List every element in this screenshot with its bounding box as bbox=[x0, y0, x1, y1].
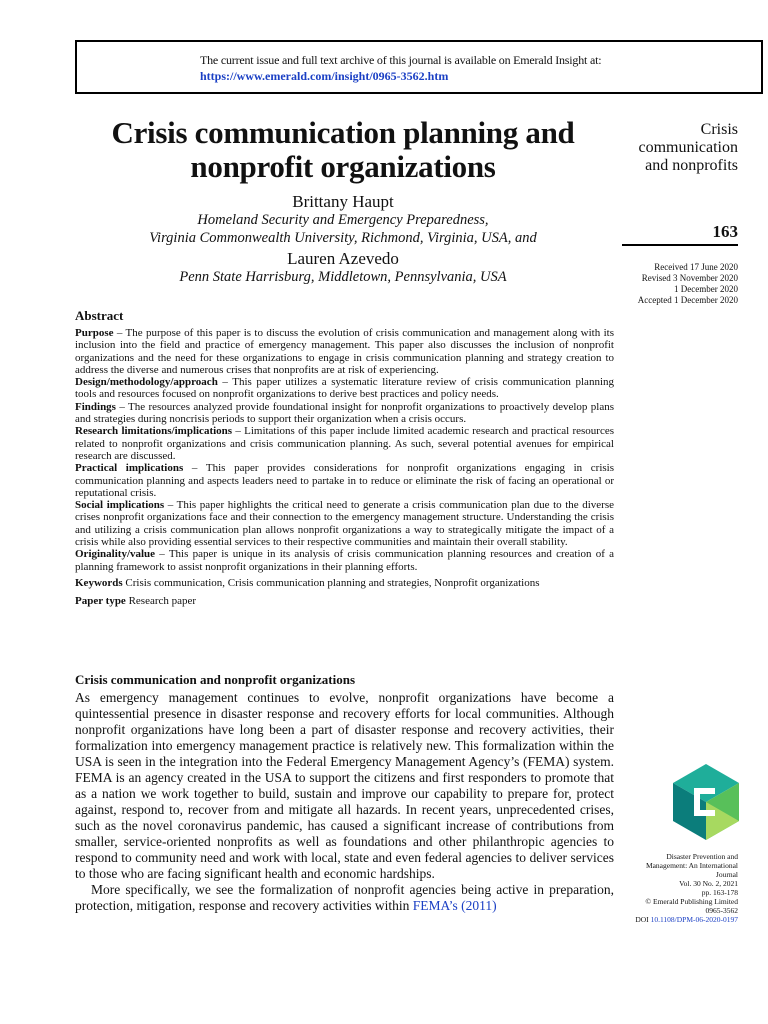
date-line: Revised 3 November 2020 bbox=[641, 273, 738, 283]
abstract-item-label: Practical implications bbox=[75, 462, 184, 475]
section-heading: Crisis communication and nonprofit organizations bbox=[75, 672, 356, 687]
abstract-heading: Abstract bbox=[75, 308, 124, 323]
running-head bbox=[638, 121, 738, 175]
doi-line bbox=[618, 915, 738, 924]
author-affiliation: Virginia Commonwealth University, Richmond, Virginia, USA, and bbox=[149, 230, 537, 246]
keywords-text: Crisis communication, Crisis communication planning and strategies, Nonprofit organizations bbox=[125, 576, 540, 589]
author-affiliation: Penn State Harrisburg, Middletown, Pennsylvania, USA bbox=[179, 269, 507, 285]
abstract-item-text: This paper is unique in its analysis of crisis communication planning resources and creation of a planning framework to assist nonprofit organizations in their planning efforts. bbox=[75, 548, 614, 573]
abstract-item bbox=[75, 499, 614, 548]
abstract-item bbox=[75, 376, 614, 401]
separator: – bbox=[115, 400, 128, 413]
journal-info-line: Journal bbox=[715, 870, 738, 879]
date-line: 1 December 2020 bbox=[674, 284, 738, 294]
separator: – bbox=[155, 548, 169, 561]
journal-info-line: © Emerald Publishing Limited bbox=[645, 897, 738, 906]
abstract-item bbox=[75, 425, 614, 462]
doi-label: DOI bbox=[635, 915, 649, 924]
citation-link[interactable]: FEMA’s (2011) bbox=[412, 898, 497, 913]
abstract-item-text: This paper utilizes a systematic literature review of crisis communication planning tools and resources focused on nonprofit organizations to derive best practices and policy needs. bbox=[75, 376, 614, 401]
abstract-item-text: This paper provides considerations for nonprofit organizations engaging in crisis communication planning and aspects leaders need to partake in to reduce or eliminate the risk of facing an operational or reputational crisis. bbox=[75, 462, 615, 499]
journal-url-link[interactable]: https://www.emerald.com/insight/0965-3562.htm bbox=[200, 69, 449, 83]
journal-info-line: 0965-3562 bbox=[705, 906, 738, 915]
abstract-item-label: Research limitations/implications bbox=[75, 425, 233, 438]
abstract-item bbox=[75, 401, 614, 426]
running-head-line: communication bbox=[638, 139, 738, 156]
journal-info-line: Management: An International bbox=[645, 861, 738, 870]
abstract bbox=[75, 308, 614, 609]
doi-link[interactable]: 10.1108/DPM-06-2020-0197 bbox=[650, 915, 738, 924]
abstract-item-text: Limitations of this paper include limited academic research and practical resources related to nonprofit organizations and crisis communication planning. As such, several potential avenues for empirical research are discussed. bbox=[75, 425, 614, 462]
journal-info-line: Disaster Prevention and bbox=[666, 852, 738, 861]
emerald-publishing-logo-icon bbox=[673, 764, 739, 840]
abstract-item-label: Social implications bbox=[75, 499, 165, 512]
date-line: Received 17 June 2020 bbox=[654, 262, 738, 272]
separator: – bbox=[232, 425, 245, 438]
paper-type-text: Research paper bbox=[128, 594, 197, 607]
running-head-line: and nonprofits bbox=[645, 157, 738, 174]
separator: – bbox=[113, 327, 126, 339]
paper-title: Crisis communication planning and nonprofit organizations bbox=[111, 115, 575, 184]
keywords-label: Keywords bbox=[75, 576, 123, 589]
abstract-item bbox=[75, 548, 614, 573]
page-number: 163 bbox=[712, 222, 738, 241]
abstract-item bbox=[75, 327, 614, 376]
paper-type bbox=[75, 593, 614, 609]
abstract-item-label: Purpose bbox=[75, 327, 114, 339]
sidebar-rule bbox=[622, 244, 738, 246]
abstract-item bbox=[75, 462, 614, 499]
running-head-line: Crisis bbox=[700, 121, 738, 138]
author-name: Brittany Haupt bbox=[292, 192, 394, 211]
abstract-item-label: Design/methodology/approach bbox=[75, 376, 218, 389]
journal-availability-box bbox=[75, 40, 763, 94]
keywords bbox=[75, 575, 614, 591]
abstract-item-text: This paper highlights the critical need to generate a crisis communication plan due to the diverse crises nonprofit organizations face and their connection to the emergency management structure. Understanding the crisis and utilizing a crisis communication plan allows nonprofit organizations a way to strategically mitigate the impact of a crisis while also providing essential services to their respective communities and maintain their overall stability. bbox=[75, 499, 614, 549]
body-paragraph: As emergency management continues to evolve, nonprofit organizations have become a quintessential presence in disaster response and recovery efforts for local communities. Although nonprofit organizations have long been a part of disaster response and recovery activities, their formalization into emergency management practice is relatively new. This formalization within the USA is seen in the integration into the Federal Emergency Management Agency’s (FEMA) system. FEMA is an agency created in the USA to support the citizens and first responders to promote that as a nation we work together to build, sustain and improve our capability to prepare for, protect against, respond to, recover from and mitigate all hazards. In recent years, unprecedented crises, such as the novel coronavirus pandemic, has caused a significant increase of contributions from smaller, service-oriented nonprofits as well as foundations and other philanthropic agencies to respond to community need and work with local, state and even federal agencies to deliver services to those who are facing significant health and economic hardships. bbox=[75, 690, 614, 881]
paragraph-text: More specifically, we see the formalization of nonprofit agencies being active in preparation, protection, mitigation, response and recovery activities within bbox=[75, 882, 614, 913]
abstract-item-text: The resources analyzed provide foundational insight for nonprofit organizations to proactively develop plans and strategies during noncrisis periods to support their organization when a crisis occurs. bbox=[75, 400, 614, 426]
author-name: Lauren Azevedo bbox=[287, 249, 399, 268]
body-paragraph bbox=[75, 882, 614, 914]
journal-info-line: Vol. 30 No. 2, 2021 bbox=[679, 879, 738, 888]
abstract-item-text: The purpose of this paper is to discuss the evolution of crisis communication and management along with its inclusion into the field and practice of emergency management. This paper also discusses the inclusion of nonprofit organizations and the need for these organizations to engage in crisis communication planning and strategy creation to address the diverse and numerous crises that nonprofits are at risk of experiencing. bbox=[75, 327, 614, 376]
submission-dates bbox=[638, 262, 738, 306]
separator: – bbox=[183, 462, 206, 475]
paper-type-label: Paper type bbox=[75, 594, 126, 607]
separator: – bbox=[217, 376, 233, 389]
date-line: Accepted 1 December 2020 bbox=[637, 295, 738, 305]
availability-text: The current issue and full text archive of this journal is available on Emerald Insight at: bbox=[200, 53, 602, 67]
separator: – bbox=[164, 499, 177, 512]
abstract-item-label: Findings bbox=[75, 400, 116, 413]
journal-info bbox=[618, 852, 738, 924]
author-affiliation: Homeland Security and Emergency Preparedness, bbox=[197, 212, 489, 228]
intro-section bbox=[75, 672, 614, 914]
abstract-item-label: Originality/value bbox=[75, 548, 156, 561]
journal-info-line: pp. 163-178 bbox=[701, 888, 738, 897]
